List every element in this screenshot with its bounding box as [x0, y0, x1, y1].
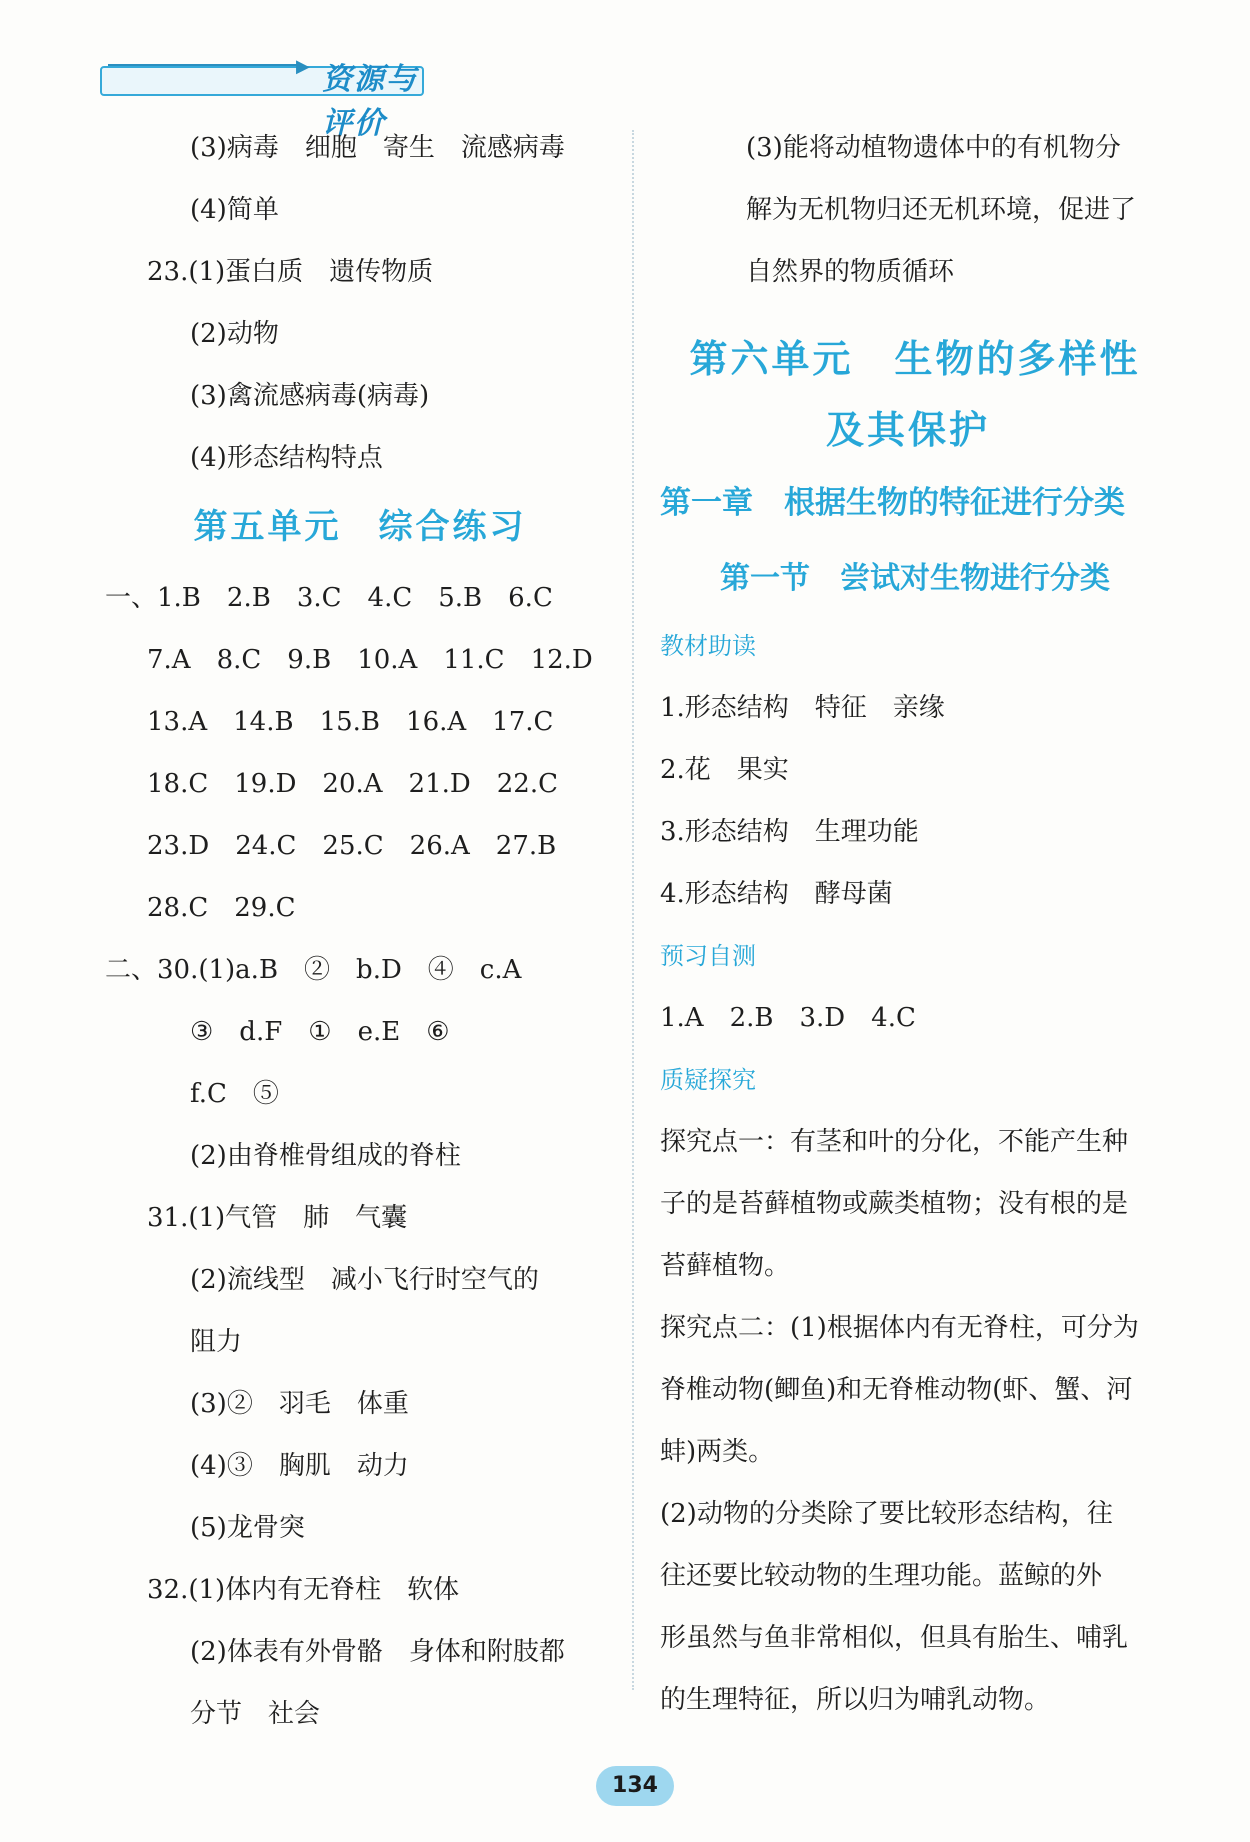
answer-line: 4.形态结构 酵母菌	[660, 879, 893, 909]
header-title: 资源与评价	[322, 62, 418, 141]
answer-line: 阻力	[190, 1327, 243, 1357]
page-header	[100, 48, 430, 141]
answer-line: 1.A 2.B 3.D 4.C	[660, 1003, 916, 1033]
unit-title-line1: 第六单元 生物的多样性	[689, 337, 1141, 381]
paragraph-line: 苔藓植物。	[660, 1251, 791, 1281]
subheading: 教材助读	[660, 632, 756, 660]
paragraph-line: 子的是苔藓植物或蕨类植物；没有根的是	[660, 1189, 1129, 1219]
right-column	[660, 122, 1170, 1736]
paragraph-line: 的生理特征，所以归为哺乳动物。	[660, 1685, 1051, 1715]
answer-line: (2)流线型 减小飞行时空气的	[190, 1265, 539, 1295]
paragraph-line: 探究点一：有茎和叶的分化，不能产生种	[660, 1127, 1129, 1157]
answer-line: 一、1.B 2.B 3.C 4.C 5.B 6.C	[105, 583, 553, 613]
answer-line: (5)龙骨突	[190, 1513, 305, 1543]
paragraph-line: (2)动物的分类除了要比较形态结构，往	[660, 1499, 1113, 1529]
answer-line: 13.A 14.B 15.B 16.A 17.C	[147, 707, 554, 737]
paragraph-line: 形虽然与鱼非常相似，但具有胎生、哺乳	[660, 1623, 1129, 1653]
answer-line: (2)动物	[190, 319, 279, 349]
paragraph-line: 往还要比较动物的生理功能。蓝鲸的外	[660, 1561, 1103, 1591]
answer-line: 23.D 24.C 25.C 26.A 27.B	[147, 831, 557, 861]
answer-line: 2.花 果实	[660, 755, 789, 785]
answer-line: 自然界的物质循环	[746, 257, 955, 287]
answer-line: (4)形态结构特点	[190, 443, 383, 473]
answer-line: 31.(1)气管 肺 气囊	[147, 1203, 408, 1233]
answer-line: (2)由脊椎骨组成的脊柱	[190, 1141, 461, 1171]
answer-line: (3)能将动植物遗体中的有机物分	[746, 133, 1121, 163]
section-title: 第一节 尝试对生物进行分类	[720, 561, 1110, 596]
answer-line: f.C ⑤	[190, 1079, 279, 1109]
answer-line: 18.C 19.D 20.A 21.D 22.C	[147, 769, 558, 799]
answer-line: (4)③ 胸肌 动力	[190, 1451, 409, 1481]
answer-line: (3)病毒 细胞 寄生 流感病毒	[190, 133, 565, 163]
header-arrow-line	[108, 64, 298, 66]
answer-line: 二、30.(1)a.B ② b.D ④ c.A	[105, 955, 522, 985]
chapter-title: 第一章 根据生物的特征进行分类	[660, 485, 1125, 521]
paragraph-line: 探究点二：(1)根据体内有无脊柱，可分为	[660, 1313, 1139, 1343]
arrow-right-icon: ▶	[296, 56, 310, 77]
answer-line: 28.C 29.C	[147, 893, 296, 923]
answer-line: 解为无机物归还无机环境，促进了	[746, 195, 1137, 225]
unit-title-line2: 及其保护	[826, 408, 991, 452]
answer-line: 1.形态结构 特征 亲缘	[660, 693, 945, 723]
answer-line: (3)② 羽毛 体重	[190, 1389, 409, 1419]
answer-line: (2)体表有外骨骼 身体和附肢都	[190, 1637, 565, 1667]
answer-line: (3)禽流感病毒(病毒)	[190, 381, 430, 411]
subheading: 预习自测	[660, 942, 756, 970]
paragraph-line: 蚌)两类。	[660, 1437, 775, 1467]
section-title: 第五单元 综合练习	[193, 507, 527, 547]
paragraph-line: 脊椎动物(鲫鱼)和无脊椎动物(虾、蟹、河	[660, 1375, 1133, 1405]
column-divider	[632, 130, 634, 1690]
left-column	[105, 122, 615, 1750]
subheading: 质疑探究	[660, 1066, 756, 1094]
answer-line: 23.(1)蛋白质 遗传物质	[147, 257, 434, 287]
answer-line: ③ d.F ① e.E ⑥	[190, 1017, 450, 1047]
page-number: 134	[596, 1766, 674, 1806]
answer-line: 7.A 8.C 9.B 10.A 11.C 12.D	[147, 645, 593, 675]
answer-line: 32.(1)体内有无脊柱 软体	[147, 1575, 460, 1605]
answer-line: (4)简单	[190, 195, 279, 225]
answer-line: 3.形态结构 生理功能	[660, 817, 919, 847]
answer-line: 分节 社会	[190, 1699, 321, 1729]
